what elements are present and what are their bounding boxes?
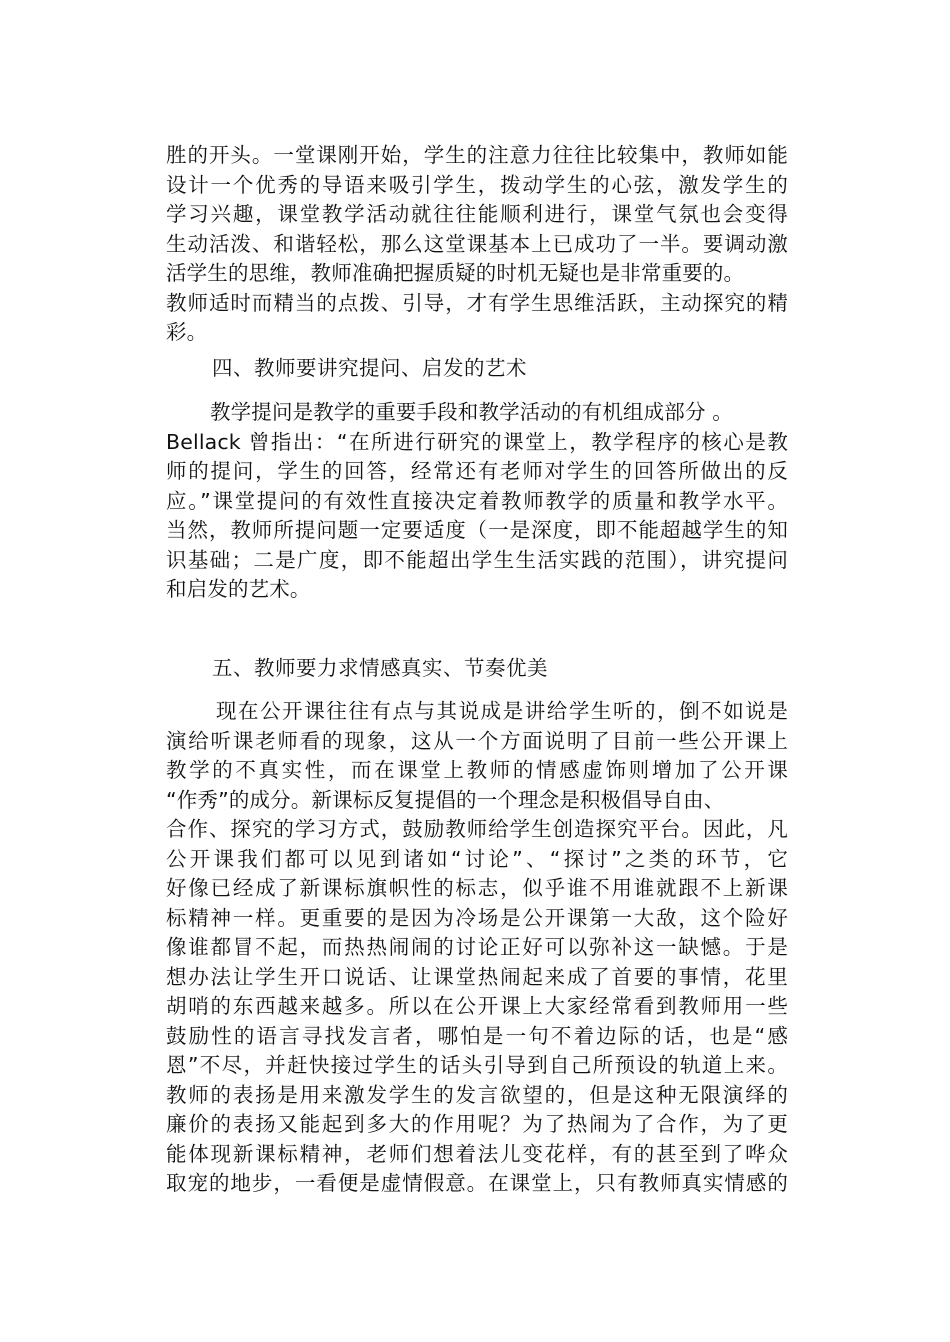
paragraph-line: 鼓励性的语言寻找发言者，哪怕是一句不着边际的话，也是“感	[166, 1023, 788, 1048]
paragraph-line: 胡哨的东西越来越多。所以在公开课上大家经常看到教师用一些	[166, 994, 788, 1018]
paragraph-continuation	[166, 141, 788, 348]
paragraph-line: 胜的开头。一堂课刚开始，学生的注意力往往比较集中，教师如能	[166, 143, 788, 167]
paragraph-line: 像谁都冒不起，而热热闹闹的讨论正好可以弥补这一缺憾。于是	[166, 935, 788, 959]
paragraph-line: 标精神一样。更重要的是因为冷场是公开课第一大敌，这个险好	[166, 905, 788, 930]
paragraph-line: 想办法让学生开口说话、让课堂热闹起来成了首要的事情，花里	[166, 964, 788, 989]
paragraph-line: 师的提问，学生的回答，经常还有老师对学生的回答所做出的反	[166, 459, 788, 483]
paragraph-line: 合作、探究的学习方式，鼓励教师给学生创造探究平台。因此，凡	[166, 817, 788, 841]
paragraph-line: 应。”课堂提问的有效性直接决定着教师教学的质量和教学水平。	[166, 488, 788, 513]
paragraph-line: 生动活泼、和谐轻松，那么这堂课基本上已成功了一半。要调动激	[166, 231, 788, 256]
paragraph-questioning	[166, 398, 788, 605]
paragraph-line: 和启发的艺术。	[166, 577, 311, 601]
paragraph-line: 演给听课老师看的现象，这从一个方面说明了目前一些公开课上	[166, 728, 788, 753]
paragraph-emotion	[166, 697, 788, 1199]
paragraph-line: 识基础；二是广度，即不能超出学生生活实践的范围），讲究提问	[166, 547, 788, 572]
paragraph-line: 公开课我们都可以见到诸如“讨论”、“探讨”之类的环节，它	[166, 846, 788, 871]
paragraph-line: 活学生的思维，教师准确把握质疑的时机无疑也是非常重要的。	[166, 261, 745, 285]
paragraph-line: 彩。	[166, 320, 208, 344]
paragraph-line: “作秀”的成分。新课标反复提倡的一个理念是积极倡导自由、	[166, 787, 725, 812]
paragraph-line: 廉价的表扬又能起到多大的作用呢？为了热闹为了合作，为了更	[166, 1112, 788, 1136]
paragraph-line: Bellack 曾指出：“在所进行研究的课堂上，教学程序的核心是教	[166, 429, 788, 454]
paragraph-line: 恩”不尽，并赶快接过学生的话头引导到自己所预设的轨道上来。	[166, 1053, 788, 1077]
paragraph-line: 能体现新课标精神，老师们想着法儿变花样，有的甚至到了哗众	[166, 1141, 788, 1166]
paragraph-line: 教学提问是教学的重要手段和教学活动的有机组成部分 。	[210, 400, 733, 424]
paragraph-line: 教师的表扬是用来激发学生的发言欲望的，但是这种无限演绎的	[166, 1082, 788, 1107]
paragraph-line: 取宠的地步，一看便是虚情假意。在课堂上，只有教师真实情感的	[166, 1171, 788, 1195]
paragraph-line: 现在公开课往往有点与其说成是讲给学生听的，倒不如说是	[216, 699, 788, 723]
paragraph-line: 设计一个优秀的导语来吸引学生，拨动学生的心弦，激发学生的	[166, 172, 788, 197]
paragraph-line: 当然，教师所提问题一定要适度（一是深度，即不能超越学生的知	[166, 518, 788, 542]
paragraph-line: 好像已经成了新课标旗帜性的标志，似乎谁不用谁就跟不上新课	[166, 876, 788, 900]
section-heading-5: 五、教师要力求情感真实、节奏优美	[212, 656, 548, 680]
section-heading-4: 四、教师要讲究提问、启发的艺术	[212, 356, 527, 380]
paragraph-line: 教学的不真实性，而在课堂上教师的情感虚饰则增加了公开课	[166, 758, 788, 782]
paragraph-line: 学习兴趣，课堂教学活动就往往能顺利进行，课堂气氛也会变得	[166, 202, 788, 226]
paragraph-line: 教师适时而精当的点拨、引导，才有学生思维活跃，主动探究的精	[166, 290, 788, 315]
